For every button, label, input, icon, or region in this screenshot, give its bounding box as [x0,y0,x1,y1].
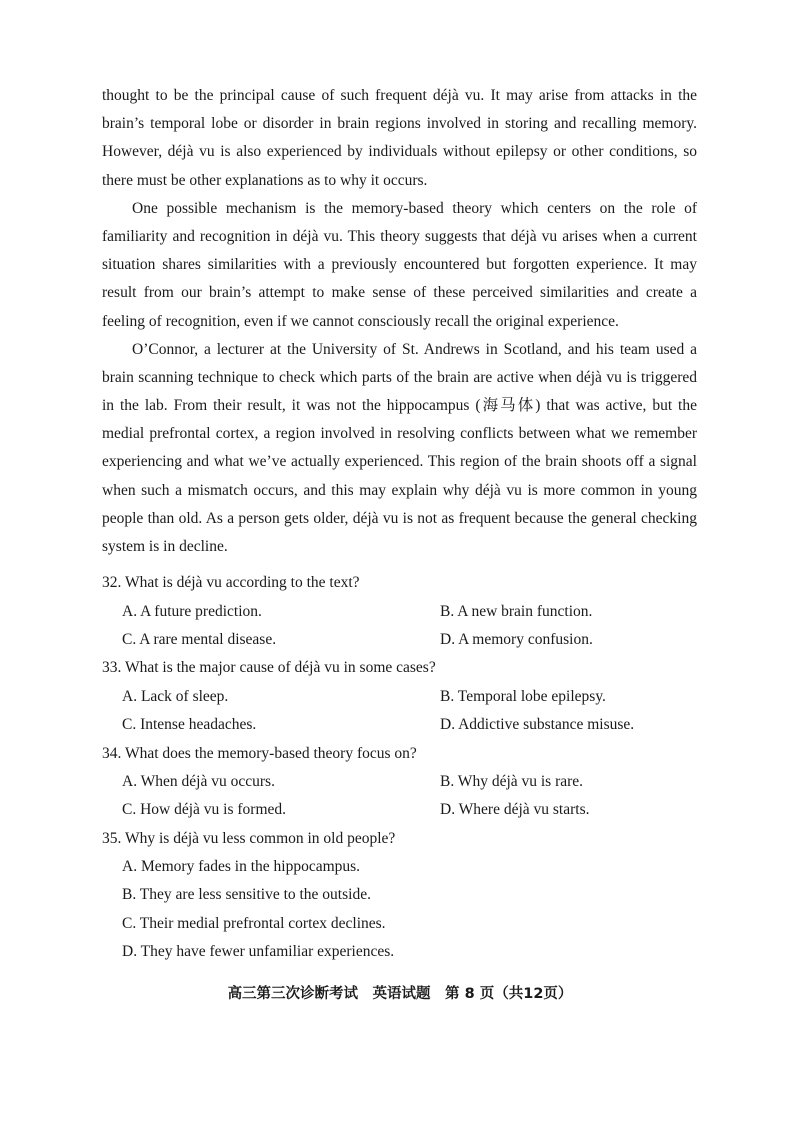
option-c: C. A rare mental disease. [122,630,277,648]
questions [102,569,697,966]
text-line: situation shares similarities with a previously encountered but forgotten experience. It may [102,256,697,274]
options [102,853,697,967]
text-line: feeling of recognition, even if we cannot consciously recall the original experience. [102,312,619,330]
text-line: brain’s temporal lobe or disorder in brain regions involved in storing and recalling memory. [102,115,697,133]
option-a: A. Lack of sleep. [122,687,229,705]
passage [102,82,697,561]
paragraph [102,82,697,195]
option-d: D. Addictive substance misuse. [440,716,635,734]
question-stem: 32. What is déjà vu according to the text? [102,574,360,592]
question-stem: 33. What is the major cause of déjà vu in some cases? [102,659,436,677]
question-stem: 35. Why is déjà vu less common in old people? [102,829,396,847]
text-line: familiarity and recognition in déjà vu. This theory suggests that déjà vu arises when a current [102,227,697,245]
option-c: C. Intense headaches. [122,716,257,734]
option-d: D. Where déjà vu starts. [440,801,590,819]
options [102,598,697,655]
option-b: B. Why déjà vu is rare. [440,772,584,790]
option-a: A. When déjà vu occurs. [122,772,275,790]
page-footer: 高三第三次诊断考试 英语试题 第 8 页（共12页） [227,986,573,1002]
option-c: C. Their medial prefrontal cortex declines. [122,914,386,932]
text-line: people than old. As a person gets older, déjà vu is not as frequent because the general checking [102,509,697,527]
option-d: D. They have fewer unfamiliar experiences. [122,943,395,961]
exam-page [102,82,697,967]
option-a: A. Memory fades in the hippocampus. [122,858,361,876]
option-a: A. A future prediction. [122,602,262,620]
text-line: thought to be the principal cause of such frequent déjà vu. It may arise from attacks in the [102,87,697,104]
question-35 [102,825,697,967]
text-line: there must be other explanations as to why it occurs. [102,171,428,189]
options [102,768,697,825]
text-line: in the lab. From their result, it was not the hippocampus (海马体) that was active, but the [102,397,697,415]
option-d: D. A memory confusion. [440,630,593,648]
options [102,683,697,740]
option-b: B. Temporal lobe epilepsy. [440,687,606,705]
option-c: C. How déjà vu is formed. [122,801,287,819]
text-line: experiencing and what we’ve actually experienced. This region of the brain shoots off a signal [102,453,697,471]
text-line: One possible mechanism is the memory-based theory which centers on the role of [132,199,697,217]
text-line: system is in decline. [102,538,228,555]
text-line: brain scanning technique to check which parts of the brain are active when déjà vu is triggered [102,368,697,386]
text-line: However, déjà vu is also experienced by individuals without epilepsy or other conditions, so [102,143,697,161]
text-line: medial prefrontal cortex, a region involved in resolving conflicts between what we remember [102,425,697,443]
question-32 [102,569,697,654]
paragraph [102,336,697,562]
text-line: when such a mismatch occurs, and this may explain why déjà vu is more common in young [102,481,697,499]
text-line: result from our brain’s attempt to make sense of these perceived similarities and create a [102,284,697,302]
question-33 [102,654,697,739]
paragraph [102,195,697,336]
option-b: B. They are less sensitive to the outside. [122,886,371,904]
question-stem: 34. What does the memory-based theory focus on? [102,744,417,762]
question-34 [102,740,697,825]
text-line: O’Connor, a lecturer at the University of St. Andrews in Scotland, and his team used a [132,340,697,358]
option-b: B. A new brain function. [440,602,593,620]
